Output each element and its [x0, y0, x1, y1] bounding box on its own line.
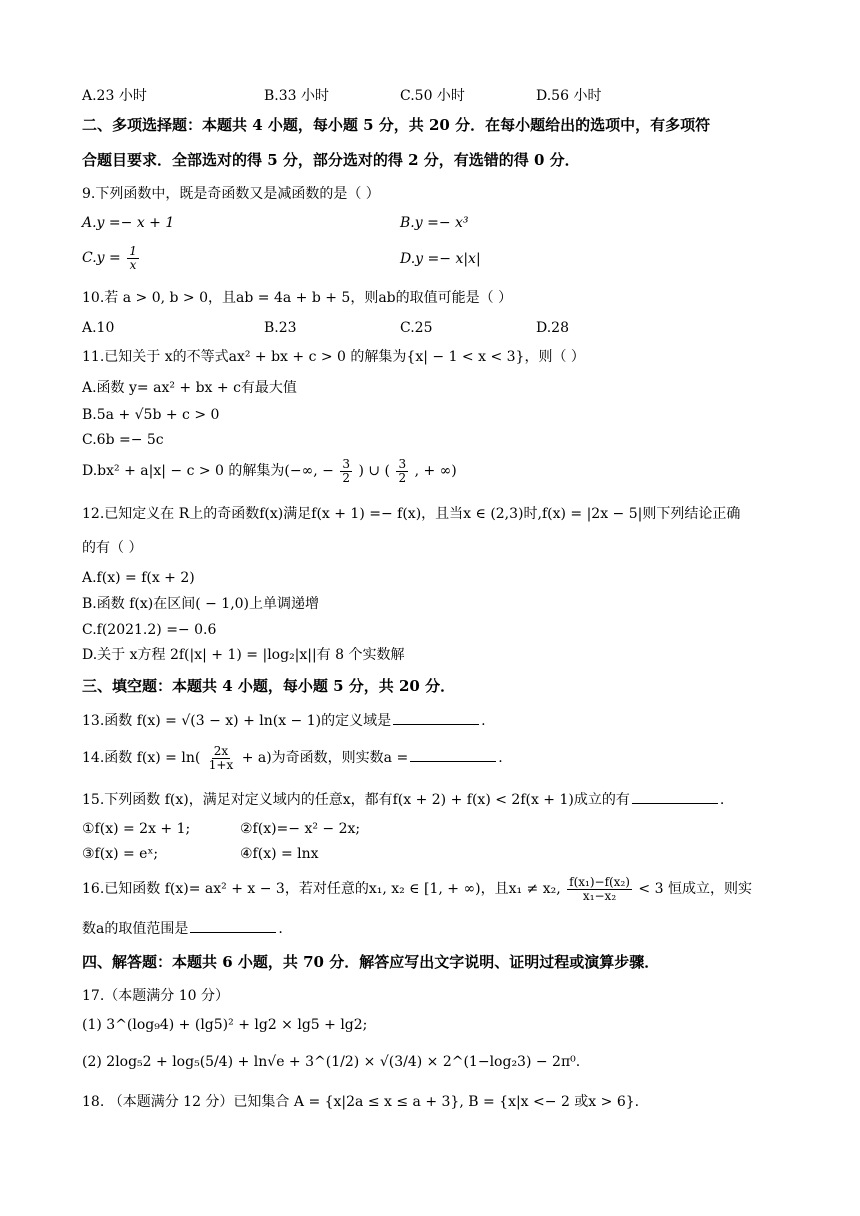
fraction-denominator: x₁−x₂ [582, 888, 617, 903]
q17-title: 17.（本题满分 10 分） [82, 988, 229, 1004]
fraction-numerator: f(x₁)−f(x₂) [569, 875, 630, 889]
q10-option-a: A.10 [82, 320, 115, 336]
q13 [82, 712, 486, 728]
q16-answer-blank[interactable] [190, 920, 276, 933]
q15-item-2: ②f(x)=− x² − 2x; [240, 821, 361, 837]
q9-option-b: B.y =− x³ [400, 215, 469, 231]
q11-option-d-fraction-1 [340, 458, 352, 484]
q9-option-d: D.y =− x|x| [400, 251, 481, 267]
q14-answer-blank[interactable] [410, 749, 496, 762]
q14 [82, 745, 503, 771]
q11-option-d-union: ) ∪ ( [358, 463, 391, 480]
q10-option-c: C.25 [400, 320, 433, 336]
fraction-denominator: 1+x [208, 757, 234, 772]
q17-part2: (2) 2log₅2 + log₅(5/4) + ln√e + 3^(1/2) × √(3/4) × 2^(1−log₂3) − 2π⁰. [82, 1054, 581, 1070]
q14-text-prefix: 14.函数 f(x) = ln( [82, 750, 201, 767]
q13-answer-blank[interactable] [393, 712, 479, 725]
q16-text-prefix: 16.已知函数 f(x)= ax² + x − 3，若对任意的x₁, x₂ ∈ [1, + ∞)，且x₁ ≠ x₂, [82, 881, 561, 898]
q10-option-d: D.28 [536, 320, 569, 336]
q16-line1 [82, 876, 752, 902]
fraction-numerator: 3 [398, 457, 407, 471]
q16-text-line2: 数a的取值范围是 [82, 921, 189, 937]
q16-text-suffix: < 3 恒成立，则实 [638, 881, 752, 898]
q9-option-a: A.y =− x + 1 [82, 215, 175, 231]
q15-item-1: ①f(x) = 2x + 1; [82, 821, 191, 837]
q12-option-d: D.关于 x方程 2f(|x| + 1) = |log₂|x||有 8 个实数解 [82, 647, 405, 663]
q11-option-b: B.5a + √5b + c > 0 [82, 407, 220, 423]
q18-text: 18. （本题满分 12 分）已知集合 A = {x|2a ≤ x ≤ a + 3}, B = {x|x <− 2 或x > 6}. [82, 1094, 640, 1110]
q15-answer-blank[interactable] [632, 791, 718, 804]
q8-option-c: C.50 小时 [400, 88, 465, 104]
q13-text: 13.函数 f(x) = √(3 − x) + ln(x − 1)的定义域是 [82, 713, 392, 729]
q9-stem: 9.下列函数中，既是奇函数又是减函数的是（ ） [82, 186, 380, 202]
q9-option-c-fraction [127, 245, 139, 271]
q16-period: . [278, 921, 283, 937]
q9-option-c-label: C.y = [82, 250, 121, 267]
q14-period: . [498, 750, 503, 767]
q9-option-c [82, 245, 141, 271]
q8-option-d: D.56 小时 [536, 88, 602, 104]
q15-item-4: ④f(x) = lnx [240, 846, 319, 862]
fraction-numerator: 2x [213, 744, 229, 758]
q11-option-a: A.函数 y= ax² + bx + c有最大值 [82, 380, 297, 396]
q11-option-d-suffix: , + ∞) [414, 463, 457, 480]
q11-option-c: C.6b =− 5c [82, 432, 164, 448]
q16-line2 [82, 920, 283, 936]
q8-option-b: B.33 小时 [264, 88, 330, 104]
q15-stem [82, 791, 724, 807]
fraction-denominator: 2 [398, 470, 407, 485]
q11-option-d-fraction-2 [396, 458, 408, 484]
q13-period: . [481, 713, 486, 729]
q12-stem-line1: 12.已知定义在 R上的奇函数f(x)满足f(x + 1) =− f(x)，且当x ∈ (2,3)时,f(x) = |2x − 5|则下列结论正确 [82, 506, 741, 522]
q10-stem: 10.若 a > 0, b > 0，且ab = 4a + b + 5，则ab的取值可能是（ ） [82, 290, 513, 306]
q11-option-d [82, 458, 457, 484]
q11-option-d-prefix: D.bx² + a|x| − c > 0 的解集为(−∞, − [82, 463, 334, 480]
q14-text-mid: + a)为奇函数，则实数a = [241, 750, 409, 767]
fraction-numerator: 3 [342, 457, 350, 471]
q17-part1: (1) 3^(log₉4) + (lg5)² + lg2 × lg5 + lg2; [82, 1017, 368, 1033]
q14-fraction [207, 745, 235, 771]
q15-item-3: ③f(x) = eˣ; [82, 846, 159, 862]
fraction-denominator: x [129, 257, 137, 272]
section2-heading-line1: 二、多项选择题：本题共 4 小题，每小题 5 分，共 20 分．在每小题给出的选项中，有多项符 [82, 116, 711, 134]
q8-option-a: A.23 小时 [82, 88, 147, 104]
q12-option-c: C.f(2021.2) =− 0.6 [82, 622, 217, 638]
section3-heading: 三、填空题：本题共 4 小题，每小题 5 分，共 20 分． [82, 677, 456, 695]
fraction-denominator: 2 [342, 470, 350, 485]
section2-heading-line2: 合题目要求．全部选对的得 5 分，部分选对的得 2 分，有选错的得 0 分． [82, 151, 580, 169]
q15-text: 15.下列函数 f(x)，满足对定义域内的任意x，都有f(x + 2) + f(x) < 2f(x + 1)成立的有 [82, 792, 630, 808]
q12-option-b: B.函数 f(x)在区间( − 1,0)上单调递增 [82, 596, 320, 612]
q15-period: . [719, 792, 725, 808]
q10-option-b: B.23 [264, 320, 297, 336]
section4-heading: 四、解答题：本题共 6 小题，共 70 分．解答应写出文字说明、证明过程或演算步骤． [82, 953, 660, 971]
q12-stem-line2: 的有（ ） [82, 540, 143, 556]
q12-option-a: A.f(x) = f(x + 2) [82, 570, 195, 586]
fraction-numerator: 1 [129, 244, 137, 258]
q16-fraction [567, 876, 632, 902]
q11-stem: 11.已知关于 x的不等式ax² + bx + c > 0 的解集为{x| − 1 < x < 3}，则（ ） [82, 349, 585, 365]
